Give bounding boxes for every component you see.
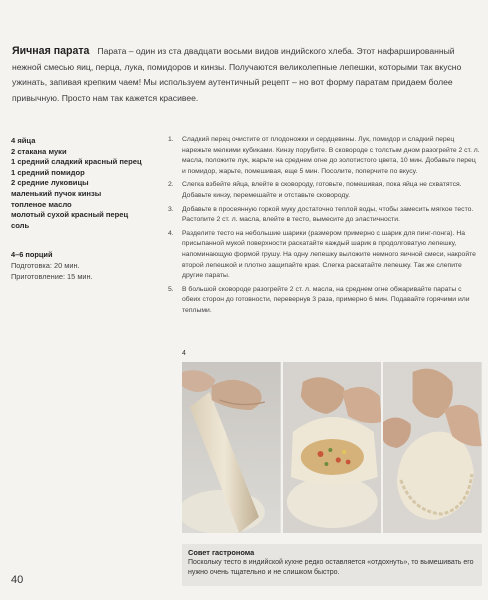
ingredient-item: топленое масло — [11, 199, 72, 209]
cook-time: Приготовление: 15 мин. — [11, 271, 93, 281]
servings-info — [11, 250, 166, 282]
step-number: 2. — [168, 181, 174, 189]
ingredient-item: соль — [11, 220, 30, 230]
prep-time: Подготовка: 20 мин. — [11, 260, 80, 270]
servings-portions: 4–6 порций — [11, 250, 53, 259]
filling-illustration — [283, 362, 382, 533]
ingredient-item: 4 яйца — [11, 136, 36, 145]
photo-step-label: 4 — [182, 350, 186, 357]
step-text: В большой сковороде разогрейте 2 ст. л. масла, на среднем огне обжаривайте параты с обеих сторон до готовности, перевернув 3 раза, примерно 6 мин. Подавайте горячими или теплыми. — [182, 285, 470, 314]
step-text: Разделите тесто на небольшие шарики (размером примерно с шарик для пинг-понга). На присыпанной мукой поверхности раскатайте каждый шарик в продолговатую лепешку, напоминающую формой грушу. На одну лепешку выложите немного яичной смеси, накройте второй лепешкой и плотно защипайте края. Слегка раскатайте лепешку. Так же слепите другие параты. — [182, 229, 476, 280]
step-item — [168, 285, 480, 317]
ingredient-item: 2 стакана муки — [11, 146, 67, 156]
step-item — [168, 229, 480, 282]
ingredient-item: 2 средние луковицы — [11, 178, 89, 188]
recipe-intro — [12, 44, 478, 106]
ingredient-item: молотый сухой красный перец — [11, 210, 129, 220]
step-text: Сладкий перец очистите от плодоножки и сердцевины. Лук, помидор и сладкий перец нарежьте мелкими кубиками. Кинзу порубите. В сковороде с толстым дном разогрейте 2 ст. л. масла, положите лук, жарьте на среднем огне до золотистого цвета, 10 мин. Добавьте перец и помидор, жарьте, помешивая, еще 5 мин. Посолите, поперчите по вкусу. — [182, 136, 480, 175]
step-item — [168, 135, 480, 177]
step-number: 3. — [168, 205, 174, 213]
recipe-intro-text: Парата – один из ста двадцати восьми видов индийского хлеба. Этот нафаршированный нежной смесью яиц, перца, лука, помидоров и кинзы. Получаются великолепные лепешки, которыми так вкусно ужинать, запивая крепким чаем! Мы используем аутентичный рецепт – но вот форму паратам придаем более привычную. Просто нам так кажется красивее. — [12, 46, 462, 103]
recipe-title: Яичная парата — [12, 45, 90, 57]
steps-list — [168, 135, 480, 320]
page-number: 40 — [11, 574, 24, 586]
ingredient-item: маленький пучок кинзы — [11, 188, 102, 198]
step-text: Слегка взбейте яйца, влейте в сковороду, готовьте, помешивая, пока яйца не схватятся. Добавьте кинзу, перемешайте и отставьте сковороду. — [182, 181, 462, 199]
photo-filling — [283, 362, 382, 533]
ingredients-list — [11, 136, 166, 231]
tip-text: Поскольку тесто в индийской кухне редко оставляется «отдохнуть», то вымешивать его нужно очень тщательно и не слишком быстро. — [188, 559, 474, 576]
photo-strip — [182, 362, 482, 533]
step-number: 1. — [168, 136, 174, 143]
photo-pinching-edges — [383, 362, 482, 533]
photo-rolling-dough — [182, 362, 281, 533]
step-number: 5. — [168, 285, 174, 293]
pinching-illustration — [383, 362, 482, 533]
ingredient-item: 1 средний помидор — [11, 167, 85, 177]
step-item — [168, 180, 480, 201]
rolling-pin-illustration — [182, 362, 281, 533]
ingredient-item: 1 средний сладкий красный перец — [11, 157, 142, 167]
step-item — [168, 205, 480, 226]
step-text: Добавьте в просеянную горкой муку достаточно теплой воды, чтобы замесить мягкое тесто. Растопите 2 ст. л. масла, влейте в тесто, вымесите до эластичности. — [182, 205, 474, 224]
step-number: 4. — [168, 229, 174, 237]
chef-tip-box — [182, 544, 482, 586]
tip-title: Совет гастронома — [188, 548, 255, 557]
